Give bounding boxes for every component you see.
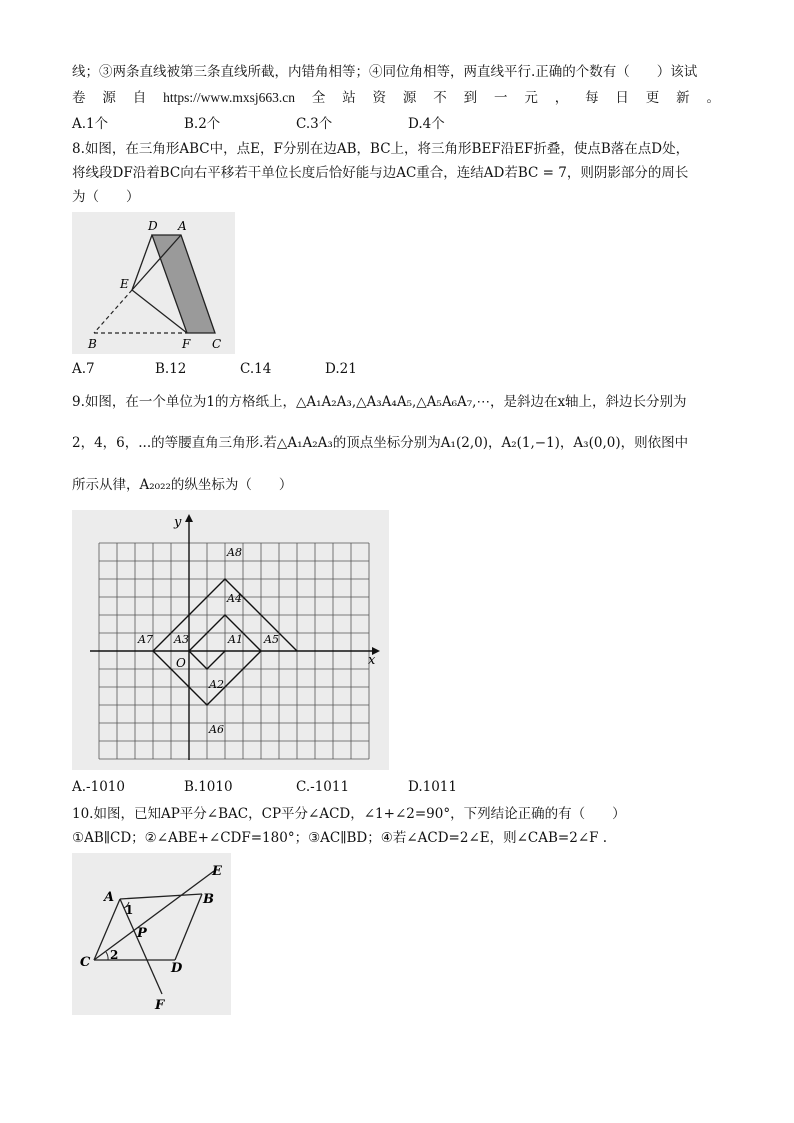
label-a: A [104,890,115,905]
label-d: D [171,961,183,976]
source-char: 资 [372,90,387,106]
source-char: 卷 [72,90,86,106]
label-c: C [80,955,91,970]
label-angle-1: 1 [125,903,134,917]
q8-option-a: A.7 [72,361,95,377]
source-char: 更 [645,90,660,106]
label-e: E [212,864,222,879]
source-char: 日 [615,90,629,106]
label-a5: A5 [264,633,279,646]
q7-option-b: B.2个 [184,116,221,132]
q9-grid-diagram [72,510,389,770]
label-a2: A2 [209,678,224,691]
label-a6: A6 [209,723,224,736]
source-char: 不 [433,90,447,106]
label-a7: A7 [138,633,153,646]
label-origin: O [176,656,186,670]
q9-option-d: D.1011 [408,779,457,795]
label-x: x [368,653,376,668]
label-e: E [120,277,129,291]
label-a: A [178,219,187,233]
q8-option-d: D.21 [325,361,357,377]
q8-line2: 将线段DF沿着BC向右平移若干单位长度后恰好能与边AC重合，连结AD若BC = 7，则阴影部分的周长 [72,165,689,181]
source-char: ， [554,90,569,106]
q8-option-b: B.12 [155,361,187,377]
label-f: F [182,337,191,351]
source-char: 自 [132,90,147,106]
source-char: 。 [706,90,720,106]
label-a8: A8 [227,546,242,559]
q9-line3: 所示从律，A₂₀₂₂的纵坐标为（ ） [72,477,293,493]
q10-parallel-diagram [72,853,231,1015]
label-p: P [137,926,147,941]
q8-line3: 为（ ） [72,189,140,205]
q7-source-line [72,89,720,107]
source-char: 一 [493,90,508,106]
q10-figure [72,853,231,1015]
label-f: F [155,998,165,1013]
q10-line2: ①AB∥CD；②∠ABE+∠CDF=180°；③AC∥BD；④若∠ACD=2∠E，则∠CAB=2∠F . [72,830,608,846]
q8-figure [72,212,235,354]
source-char: 到 [463,90,478,106]
q9-option-c: C.-1011 [296,779,350,795]
q9-option-b: B.1010 [184,779,233,795]
q7-option-a: A.1个 [72,116,109,132]
source-char: 元 [524,90,538,106]
source-char: 每 [585,90,599,106]
source-char: 全 [311,90,326,106]
q10-line1: 10.如图，已知AP平分∠BAC，CP平分∠ACD，∠1+∠2=90°，下列结论正确的有（ ） [72,806,626,822]
shaded-parallelogram [152,235,215,333]
label-a4: A4 [227,592,242,605]
y-axis-arrow-icon [185,514,193,522]
label-y: y [174,515,182,530]
label-a1: A1 [228,633,243,646]
q9-line1: 9.如图，在一个单位为1的方格纸上，△A₁A₂A₃,△A₃A₄A₅,△A₅A₆A₇,⋯，是斜边在x轴上，斜边长分别为 [72,394,687,410]
label-angle-2: 2 [110,948,119,962]
source-char: 源 [102,90,116,106]
q9-figure [72,510,389,770]
q8-option-c: C.14 [240,361,272,377]
q8-triangle-diagram [72,212,235,354]
source-char: 源 [402,90,417,106]
label-b: B [88,337,97,351]
q9-line2: 2，4，6，...的等腰直角三角形.若△A₁A₂A₃的顶点坐标分别为A₁(2,0)，A₂(1,−1)，A₃(0,0)，则依图中 [72,435,689,451]
source-char: 新 [676,90,690,106]
label-b: B [203,892,214,907]
label-d: D [148,219,158,233]
q8-line1: 8.如图，在三角形ABC中，点E，F分别在边AB，BC上，将三角形BEF沿EF折叠，使点B落在点D处， [72,141,690,157]
q7-option-c: C.3个 [296,116,333,132]
q7-line1: 线；③两条直线被第三条直线所截，内错角相等；④同位角相等，两直线平行.正确的个数有（ ）该试 [72,64,698,80]
source-char: 站 [342,90,356,106]
label-a3: A3 [174,633,189,646]
q9-option-a: A.-1010 [72,779,125,795]
label-c: C [212,337,222,351]
source-url: https://www.mxsj663.cn [163,90,295,105]
q7-option-d: D.4个 [408,116,445,132]
